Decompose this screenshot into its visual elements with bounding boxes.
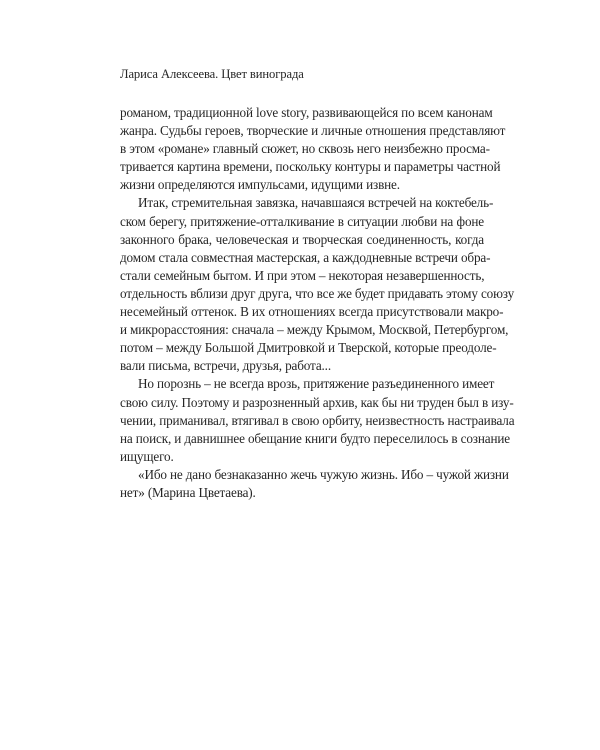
text-line: ищущего. bbox=[120, 448, 174, 464]
text-line: законного брака, человеческая и творческая соединенность, когда bbox=[120, 231, 484, 247]
text-line: тривается картина времени, поскольку контуры и параметры частной bbox=[120, 159, 501, 175]
text-line: Но порознь – не всегда врозь, притяжение разъединенного имеет bbox=[138, 376, 495, 392]
text-line: несемейный оттенок. В их отношениях всегда присутствовали макро- bbox=[120, 304, 504, 320]
body-text bbox=[120, 104, 515, 502]
text-line: стали семейным бытом. И при этом – некоторая незавершенность, bbox=[120, 267, 485, 283]
text-line: и микрорасстояния: сначала – между Крымом, Москвой, Петербургом, bbox=[120, 322, 509, 338]
text-line: нет» (Марина Цветаева). bbox=[120, 484, 256, 500]
text-line: в этом «романе» главный сюжет, но сквозь него неизбежно просма- bbox=[120, 141, 490, 157]
text-line: «Ибо не дано безнаказанно жечь чужую жизнь. Ибо – чужой жизни bbox=[138, 466, 509, 482]
running-header: Лариса Алексеева. Цвет винограда bbox=[120, 67, 304, 81]
text-line: потом – между Большой Дмитровкой и Тверской, которые преодоле- bbox=[120, 340, 497, 356]
text-line: домом стала совместная мастерская, а каждодневные встречи обра- bbox=[120, 249, 491, 265]
text-line: вали письма, встречи, друзья, работа... bbox=[120, 358, 331, 374]
text-line: романом, традиционной love story, развивающейся по всем канонам bbox=[120, 105, 493, 120]
text-line: жизни определяются импульсами, идущими извне. bbox=[120, 177, 400, 193]
text-line: на поиск, и давнишнее обещание книги будто переселилось в сознание bbox=[120, 430, 510, 446]
text-line: ском берегу, притяжение-отталкивание в ситуации любви на фоне bbox=[120, 213, 484, 229]
text-line: жанра. Судьбы героев, творческие и личные отношения представляют bbox=[120, 123, 506, 139]
paragraph-1 bbox=[120, 104, 506, 194]
text-line: свою силу. Поэтому и разрозненный архив, как бы ни труден был в изу- bbox=[120, 394, 514, 410]
text-line: Итак, стремительная завязка, начавшаяся встречей на коктебель- bbox=[138, 195, 494, 211]
text-line: отдельность вблизи друг друга, что все же будет придавать этому союзу bbox=[120, 285, 515, 301]
text-line: чении, приманивал, втягивал в свою орбиту, неизвестность настраивала bbox=[120, 412, 515, 428]
paragraph-2 bbox=[120, 194, 515, 375]
paragraph-4-quote bbox=[120, 466, 509, 502]
paragraph-3 bbox=[120, 375, 515, 465]
